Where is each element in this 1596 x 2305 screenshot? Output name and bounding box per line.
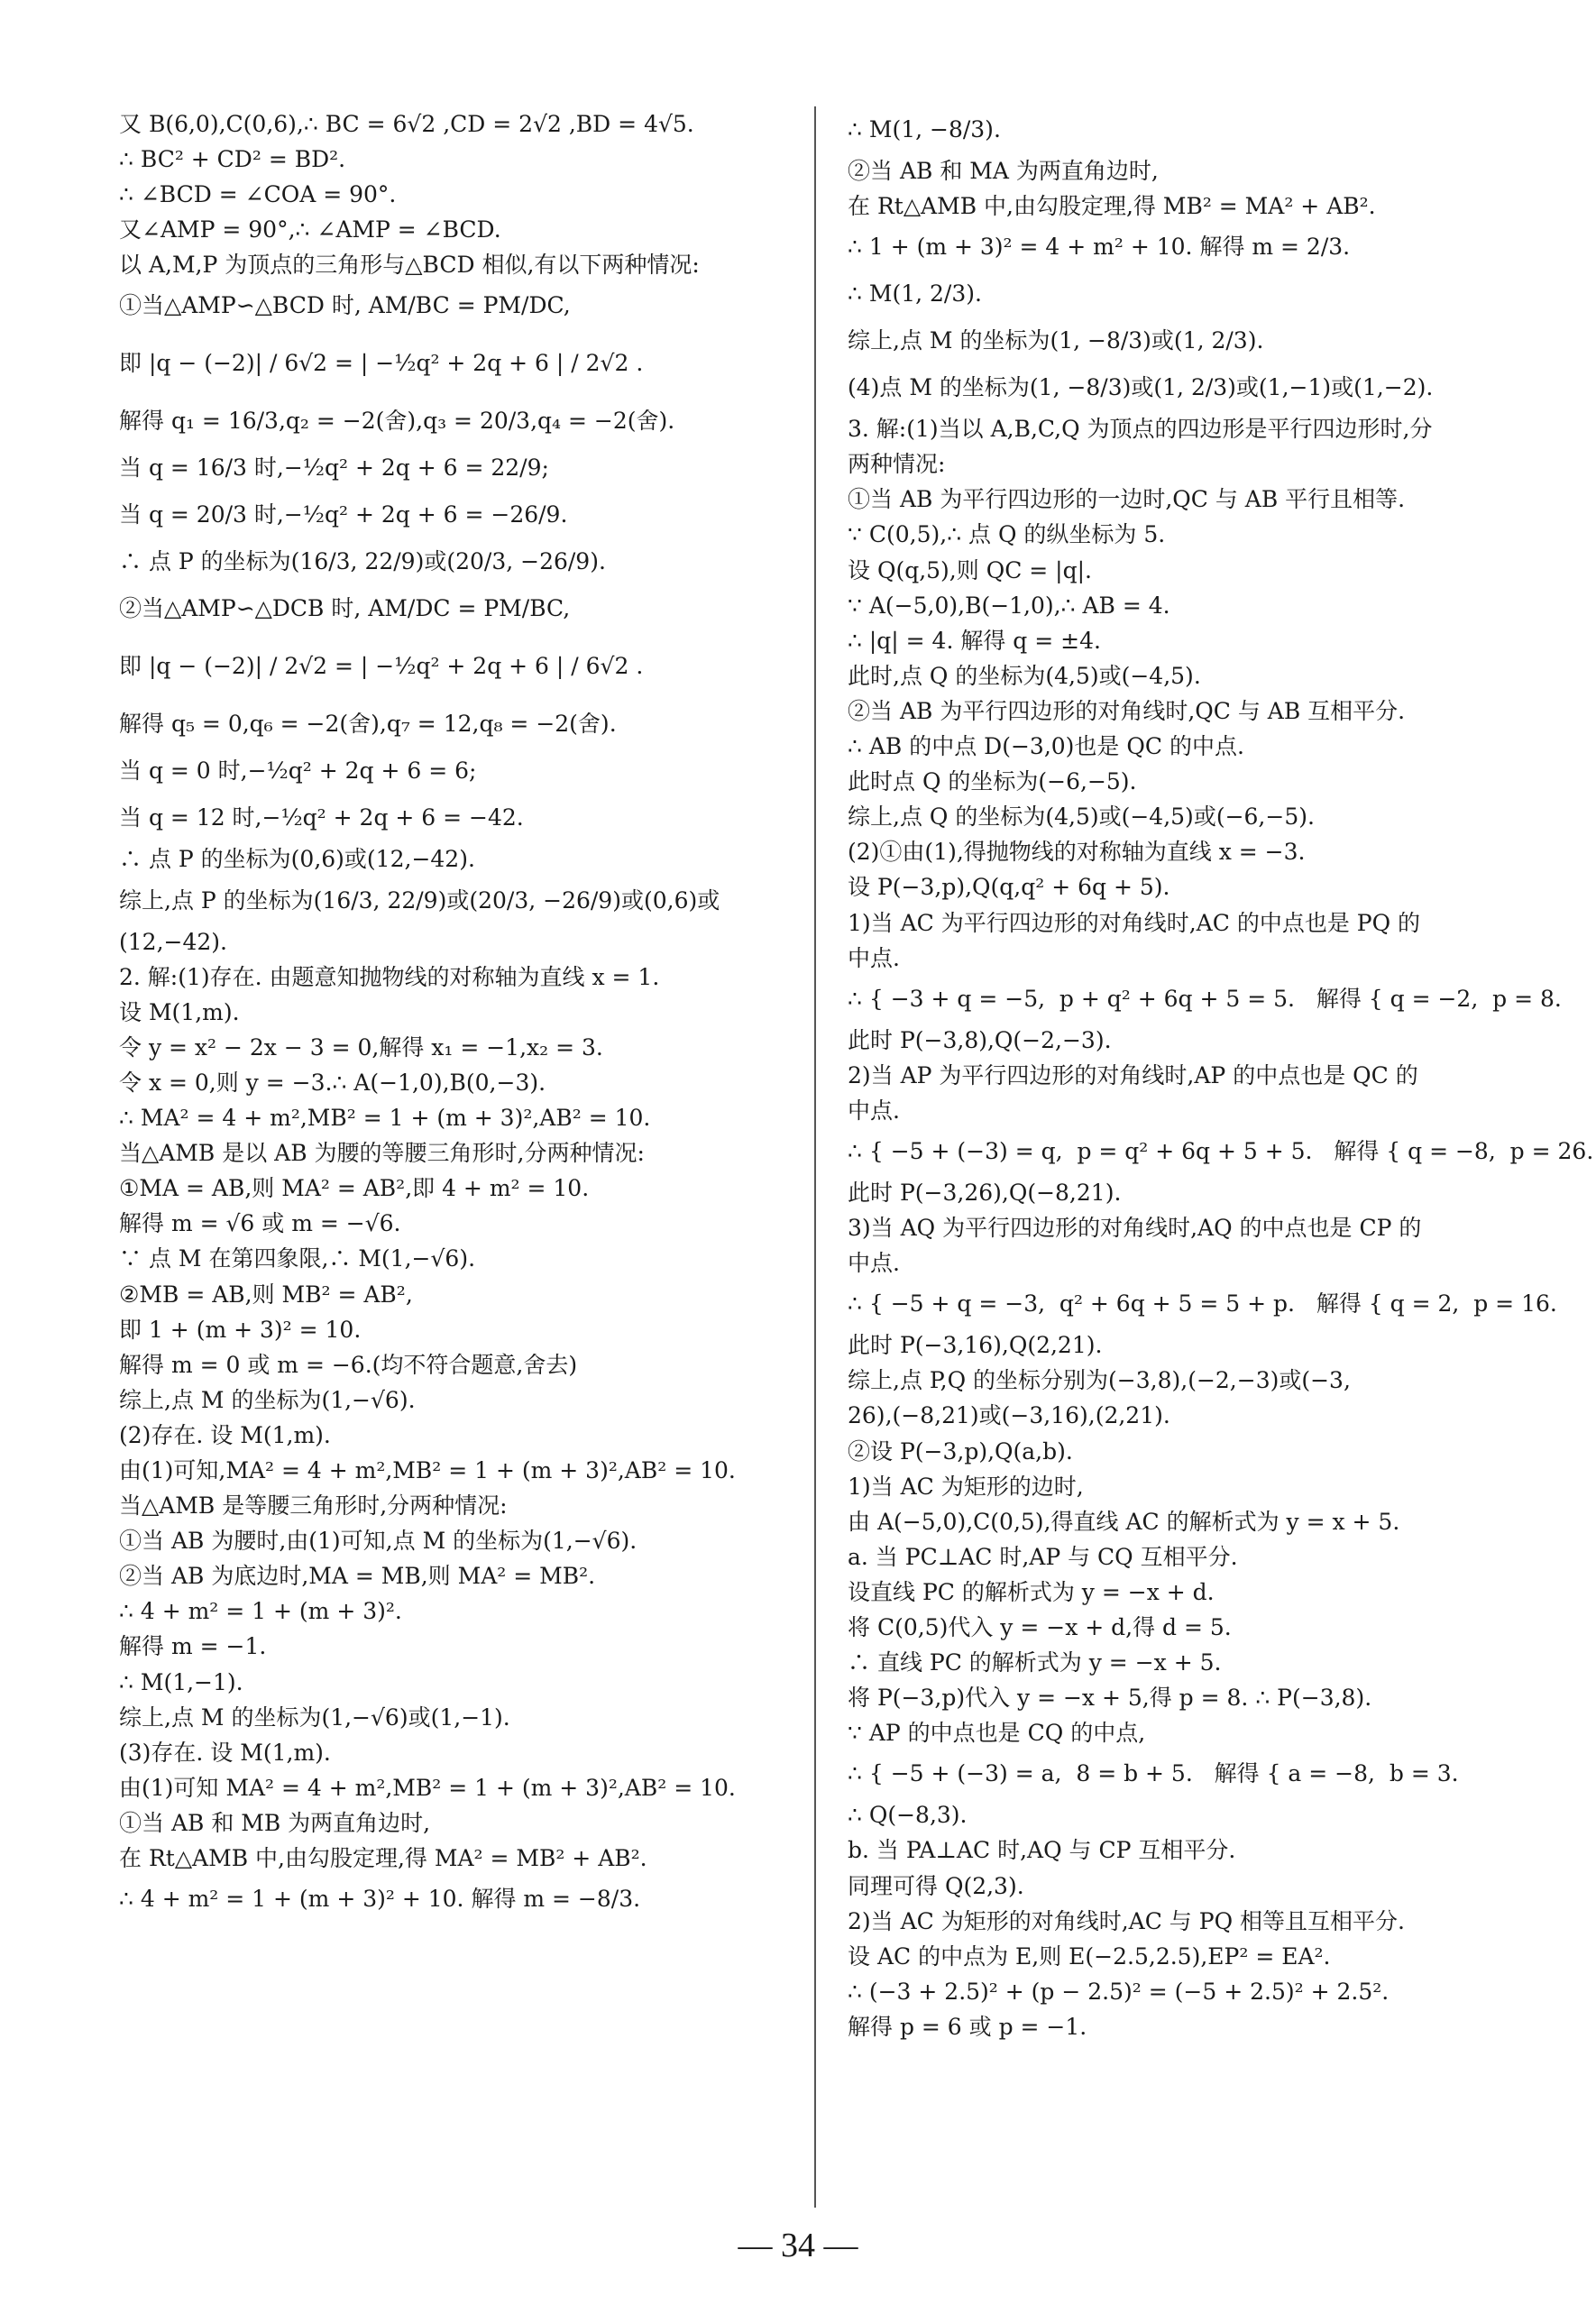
left-text-line: 即 |q − (−2)| / 6√2 = | −½q² + 2q + 6 | / 2√2 . [119,350,644,377]
left-text-line: ∴ BC² + CD² = BD². [119,146,346,173]
right-text-line: 将 C(0,5)代入 y = −x + d,得 d = 5. [848,1614,1232,1640]
right-text-line: 26),(−8,21)或(−3,16),(2,21). [848,1402,1170,1429]
right-text-line: ∴ |q| = 4. 解得 q = ±4. [848,627,1101,654]
left-text-line: 当△AMB 是以 AB 为腰的等腰三角形时,分两种情况: [119,1140,645,1167]
right-text-line: 设直线 PC 的解析式为 y = −x + d. [848,1578,1215,1605]
left-text-line: ∴ 点 P 的坐标为(16/3, 22/9)或(20/3, −26/9). [119,548,606,575]
right-text-line: ∴ M(1, −8/3). [848,116,1001,142]
right-text-line: 2)当 AC 为矩形的对角线时,AC 与 PQ 相等且互相平分. [848,1907,1405,1934]
right-text-line: ∴ { −3 + q = −5, p + q² + 6q + 5 = 5. 解得 { q = −2, p = 8. [848,985,1562,1012]
left-text-line: 当 q = 20/3 时,−½q² + 2q + 6 = −26/9. [119,501,568,528]
left-text-line: ∴ M(1,−1). [119,1668,243,1695]
right-text-line: 3)当 AQ 为平行四边形的对角线时,AQ 的中点也是 CP 的 [848,1215,1422,1242]
left-text-line: 即 1 + (m + 3)² = 10. [119,1316,362,1343]
left-text-line: 设 M(1,m). [119,998,240,1025]
left-text-line: ②当 AB 为底边时,MA = MB,则 MA² = MB². [119,1563,596,1590]
left-text-line: 解得 q₁ = 16/3,q₂ = −2(舍),q₃ = 20/3,q₄ = −2(舍). [119,408,675,435]
left-text-line: 以 A,M,P 为顶点的三角形与△BCD 相似,有以下两种情况: [119,252,700,279]
right-text-line: 综上,点 P,Q 的坐标分别为(−3,8),(−2,−3)或(−3, [848,1367,1351,1394]
right-text-line: 综上,点 Q 的坐标为(4,5)或(−4,5)或(−6,−5). [848,804,1315,831]
right-text-line: ②当 AB 和 MA 为两直角边时, [848,158,1159,184]
left-text-line: 解得 m = √6 或 m = −√6. [119,1210,401,1237]
left-text-line: 令 x = 0,则 y = −3.∴ A(−1,0),B(0,−3). [119,1069,546,1096]
left-text-line: ①当 AB 为腰时,由(1)可知,点 M 的坐标为(1,−√6). [119,1528,637,1555]
left-text-line: ∴ 4 + m² = 1 + (m + 3)². [119,1598,402,1625]
right-text-line: ∴ Q(−8,3). [848,1802,968,1829]
right-text-line: 设 Q(q,5),则 QC = |q|. [848,556,1092,583]
left-text-line: 在 Rt△AMB 中,由勾股定理,得 MA² = MB² + AB². [119,1845,647,1871]
left-text-line: ①MA = AB,则 MA² = AB²,即 4 + m² = 10. [119,1175,590,1202]
left-text-line: 综上,点 M 的坐标为(1,−√6). [119,1386,416,1413]
right-text-line: ∴ { −5 + (−3) = q, p = q² + 6q + 5 + 5. 解得 { q = −8, p = 26. [848,1137,1594,1164]
right-text-line: ∴ { −5 + q = −3, q² + 6q + 5 = 5 + p. 解得 { q = 2, p = 16. [848,1290,1557,1318]
left-text-line: ①当△AMP∽△BCD 时, AM/BC = PM/DC, [119,292,571,319]
left-text-line: ∵ 点 M 在第四象限,∴ M(1,−√6). [119,1245,476,1272]
right-text-line: 同理可得 Q(2,3). [848,1872,1024,1899]
right-text-line: ②当 AB 为平行四边形的对角线时,QC 与 AB 互相平分. [848,697,1406,724]
page-number: — 34 — [738,2227,858,2264]
right-text-line: 解得 p = 6 或 p = −1. [848,2013,1087,2040]
left-text-line: 由(1)可知 MA² = 4 + m²,MB² = 1 + (m + 3)²,AB² = 10. [119,1774,736,1801]
left-text-line: 令 y = x² − 2x − 3 = 0,解得 x₁ = −1,x₂ = 3. [119,1033,603,1061]
right-text-line: 1)当 AC 为平行四边形的对角线时,AC 的中点也是 PQ 的 [848,909,1421,936]
right-text-line: 设 AC 的中点为 E,则 E(−2.5,2.5),EP² = EA². [848,1942,1331,1970]
right-text-line: 在 Rt△AMB 中,由勾股定理,得 MB² = MA² + AB². [848,193,1376,220]
right-text-line: ∵ C(0,5),∴ 点 Q 的纵坐标为 5. [848,521,1166,548]
left-text-line: 即 |q − (−2)| / 2√2 = | −½q² + 2q + 6 | / 6√2 . [119,653,644,680]
left-text-line: ∴ ∠BCD = ∠COA = 90°. [119,181,397,208]
right-text-line: ∵ AP 的中点也是 CQ 的中点, [848,1720,1146,1747]
right-text-line: b. 当 PA⊥AC 时,AQ 与 CP 互相平分. [848,1837,1236,1864]
left-text-line: 当 q = 12 时,−½q² + 2q + 6 = −42. [119,804,524,831]
right-text-line: 设 P(−3,p),Q(q,q² + 6q + 5). [848,874,1170,901]
left-text-line: (12,−42). [119,928,227,955]
left-text-line: 解得 q₅ = 0,q₆ = −2(舍),q₇ = 12,q₈ = −2(舍). [119,711,617,738]
left-text-line: 2. 解:(1)存在. 由题意知抛物线的对称轴为直线 x = 1. [119,963,660,990]
left-text-line: ②当△AMP∽△DCB 时, AM/DC = PM/BC, [119,595,571,622]
right-text-line: 3. 解:(1)当以 A,B,C,Q 为顶点的四边形是平行四边形时,分 [848,416,1433,443]
right-text-line: 此时 P(−3,8),Q(−2,−3). [848,1026,1112,1053]
right-text-line: ∵ A(−5,0),B(−1,0),∴ AB = 4. [848,592,1170,619]
left-text-line: (2)存在. 设 M(1,m). [119,1421,331,1448]
right-column [848,106,1594,2044]
left-text-line: 综上,点 M 的坐标为(1,−√6)或(1,−1). [119,1703,510,1731]
left-text-line: (3)存在. 设 M(1,m). [119,1739,331,1766]
right-text-line: 两种情况: [848,451,946,478]
left-text-line: 解得 m = −1. [119,1633,267,1660]
right-text-line: ∴ 1 + (m + 3)² = 4 + m² + 10. 解得 m = 2/3. [848,234,1351,261]
right-text-line: ∴ 直线 PC 的解析式为 y = −x + 5. [848,1649,1222,1676]
right-text-line: 由 A(−5,0),C(0,5),得直线 AC 的解析式为 y = x + 5. [848,1508,1400,1535]
left-text-line: ∴ 4 + m² = 1 + (m + 3)² + 10. 解得 m = −8/3. [119,1886,641,1913]
right-text-line: (2)①由(1),得抛物线的对称轴为直线 x = −3. [848,839,1306,866]
right-text-line: 综上,点 M 的坐标为(1, −8/3)或(1, 2/3). [848,327,1264,354]
right-text-line: a. 当 PC⊥AC 时,AP 与 CQ 互相平分. [848,1543,1238,1570]
left-column [119,106,793,1923]
right-text-line: 此时 P(−3,26),Q(−8,21). [848,1179,1122,1206]
right-text-line: 中点. [848,1250,900,1277]
left-text-line: ②MB = AB,则 MB² = AB², [119,1281,413,1308]
left-text-line: ∴ 点 P 的坐标为(0,6)或(12,−42). [119,846,475,873]
left-text-line: 综上,点 P 的坐标为(16/3, 22/9)或(20/3, −26/9)或(0,6)或 [119,886,720,914]
left-text-line: 由(1)可知,MA² = 4 + m²,MB² = 1 + (m + 3)²,AB² = 10. [119,1456,736,1483]
right-text-line: ∴ AB 的中点 D(−3,0)也是 QC 的中点. [848,733,1244,760]
right-text-line: 中点. [848,1097,900,1124]
right-text-line: 1)当 AC 为矩形的边时, [848,1473,1084,1500]
left-text-line: ①当 AB 和 MB 为两直角边时, [119,1809,431,1836]
right-text-line: (4)点 M 的坐标为(1, −8/3)或(1, 2/3)或(1,−1)或(1,−2). [848,374,1434,401]
left-text-line: 又∠AMP = 90°,∴ ∠AMP = ∠BCD. [119,216,501,243]
left-text-line: 当 q = 0 时,−½q² + 2q + 6 = 6; [119,758,477,785]
right-text-line: ∴ { −5 + (−3) = a, 8 = b + 5. 解得 { a = −8, b = 3. [848,1760,1459,1787]
right-text-line: 此时点 Q 的坐标为(−6,−5). [848,768,1137,795]
left-text-line: 解得 m = 0 或 m = −6.(均不符合题意,舍去) [119,1351,578,1378]
right-text-line: 将 P(−3,p)代入 y = −x + 5,得 p = 8. ∴ P(−3,8). [848,1685,1372,1712]
right-text-line: ∴ (−3 + 2.5)² + (p − 2.5)² = (−5 + 2.5)² + 2.5². [848,1978,1390,2005]
right-text-line: 此时 P(−3,16),Q(2,21). [848,1332,1103,1359]
left-text-line: 当△AMB 是等腰三角形时,分两种情况: [119,1492,508,1520]
left-text-line: 又 B(6,0),C(0,6),∴ BC = 6√2 ,CD = 2√2 ,BD = 4√5. [119,111,694,137]
right-text-line: 此时,点 Q 的坐标为(4,5)或(−4,5). [848,662,1201,689]
right-text-line: ①当 AB 为平行四边形的一边时,QC 与 AB 平行且相等. [848,486,1406,513]
column-divider [814,106,816,2208]
left-text-line: ∴ MA² = 4 + m²,MB² = 1 + (m + 3)²,AB² = 10. [119,1105,651,1132]
left-text-line: 当 q = 16/3 时,−½q² + 2q + 6 = 22/9; [119,455,549,482]
right-text-line: 2)当 AP 为平行四边形的对角线时,AP 的中点也是 QC 的 [848,1061,1418,1088]
right-text-line: ②设 P(−3,p),Q(a,b). [848,1437,1073,1465]
right-text-line: 中点. [848,944,900,971]
right-text-line: ∴ M(1, 2/3). [848,280,982,308]
